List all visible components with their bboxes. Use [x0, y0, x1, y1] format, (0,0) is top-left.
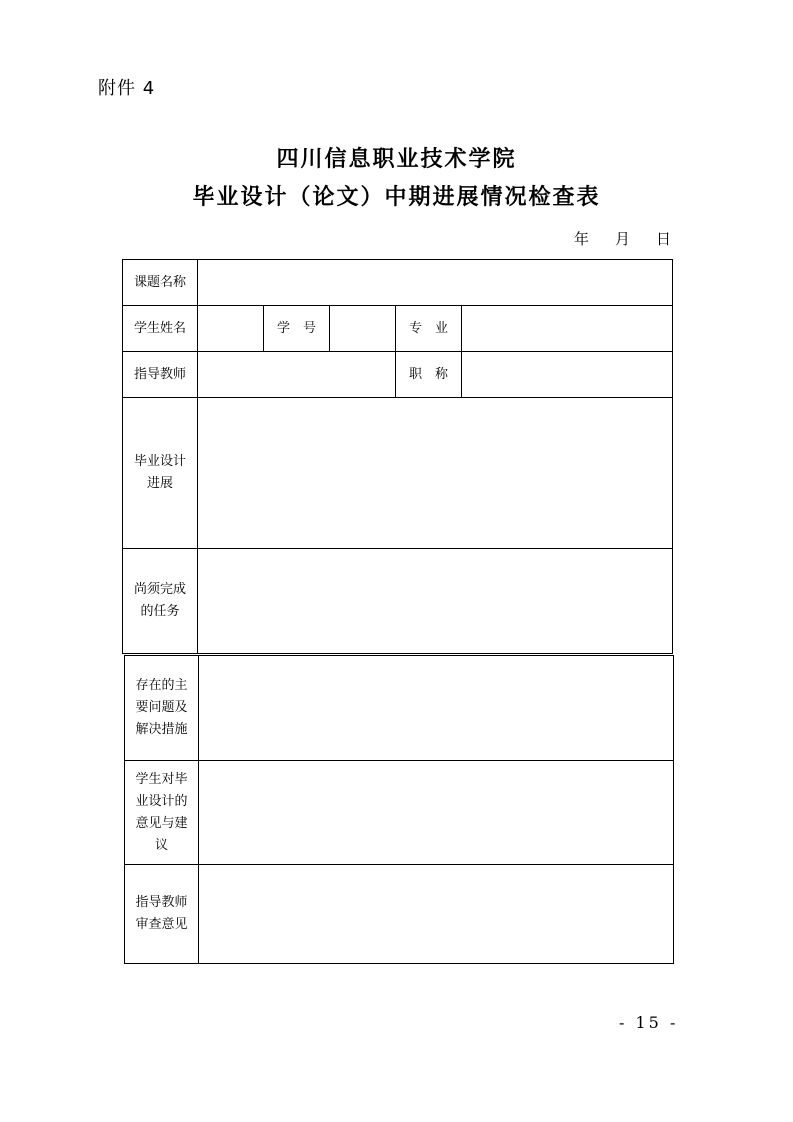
title-field[interactable] [462, 352, 673, 398]
date-day-label: 日 [656, 230, 672, 248]
supervisor-review-label [125, 865, 199, 964]
remaining-tasks-field[interactable] [198, 549, 673, 654]
attachment-label: 附件 4 [98, 78, 156, 99]
date-year-label: 年 [574, 230, 590, 248]
date-month-label: 月 [615, 230, 631, 248]
supervisor-review-field[interactable] [199, 865, 674, 964]
student-opinion-label-line: 意见与建 [135, 815, 188, 831]
student-opinion-label-line: 议 [154, 837, 168, 853]
supervisor-review-label-line: 审查意见 [135, 917, 188, 932]
major-label: 专 业 [396, 306, 462, 352]
form-table-lower [124, 655, 674, 964]
progress-label-line: 毕业设计 [133, 454, 186, 469]
student-opinion-label [125, 761, 199, 865]
student-id-label: 学 号 [264, 306, 330, 352]
major-field[interactable] [462, 306, 673, 352]
page-number: - 15 - [619, 1013, 679, 1032]
student-opinion-label-line: 业设计的 [135, 793, 188, 809]
form-table-upper [122, 259, 673, 654]
student-opinion-field[interactable] [199, 761, 674, 865]
remaining-tasks-label [123, 549, 198, 654]
problems-label-line: 存在的主 [135, 678, 188, 693]
supervisor-label: 指导教师 [123, 352, 198, 398]
problems-label [125, 656, 199, 761]
student-opinion-label-line: 学生对毕 [135, 771, 188, 787]
student-id-field[interactable] [330, 306, 396, 352]
form-title: 毕业设计（论文）中期进展情况检查表 [192, 185, 601, 210]
title-label: 职 称 [396, 352, 462, 398]
problems-label-line: 要问题及 [135, 700, 188, 715]
institution-title: 四川信息职业技术学院 [276, 147, 517, 172]
problems-field[interactable] [199, 656, 674, 761]
remaining-tasks-label-line: 的任务 [140, 604, 180, 619]
topic-label: 课题名称 [123, 260, 198, 306]
problems-label-line: 解决措施 [135, 722, 188, 737]
progress-field[interactable] [198, 398, 673, 549]
date-line [574, 228, 671, 249]
progress-label [123, 398, 198, 549]
progress-label-line: 进展 [146, 476, 173, 491]
student-name-label: 学生姓名 [123, 306, 198, 352]
topic-field[interactable] [198, 260, 673, 306]
supervisor-review-label-line: 指导教师 [135, 895, 188, 910]
remaining-tasks-label-line: 尚须完成 [133, 582, 186, 597]
student-name-field[interactable] [198, 306, 264, 352]
supervisor-field[interactable] [198, 352, 396, 398]
